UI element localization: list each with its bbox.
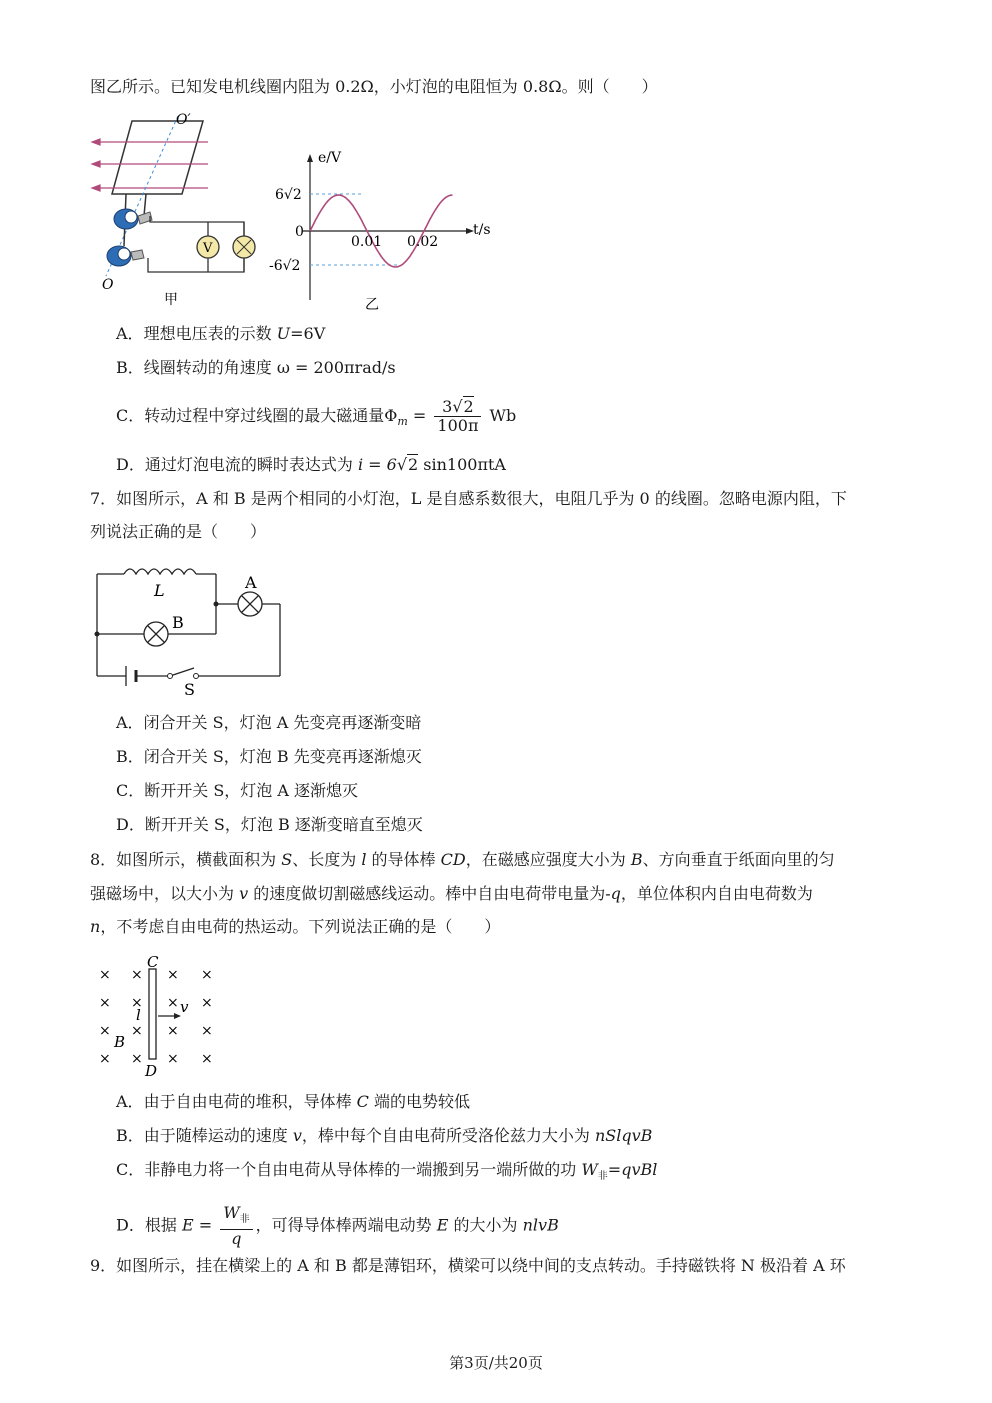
q6-option-d[interactable]: D．通过灯泡电流的瞬时表达式为 i = 6√2 sin100πtA	[116, 455, 506, 474]
figure-generator	[86, 106, 256, 311]
y-tick-negative: -6√2	[269, 258, 301, 274]
q6-option-b[interactable]: B．线圈转动的角速度 ω = 200πrad/s	[116, 358, 396, 377]
lamp-b-symbol	[144, 622, 168, 646]
q8-option-a[interactable]: A．由于自由电荷的堆积，导体棒 C 端的电势较低	[116, 1092, 470, 1111]
field-cross: ×	[167, 1051, 179, 1067]
q8-option-d[interactable]: D．根据 E = $\frac{W_非}{q}$ ，可得导体棒两端电动势 E 的大小为 nlvB	[116, 1203, 559, 1249]
emf-fraction: $\frac{W_非}{q}$	[220, 1204, 252, 1248]
switch-label: S	[184, 680, 195, 699]
field-cross: ×	[131, 967, 143, 983]
axis-label-bottom: O	[102, 277, 114, 293]
q7-stem-line1: 7．如图所示，A 和 B 是两个相同的小灯泡，L 是自感系数很大，电阻几乎为 0 的线圈。忽略电源内阻，下	[90, 489, 847, 508]
field-cross: ×	[99, 1023, 111, 1039]
rod-length-label: l	[136, 1006, 141, 1024]
field-cross: ×	[99, 995, 111, 1011]
x-tick-0-01: 0.01	[351, 234, 383, 250]
q8-stem-line3: n，不考虑自由电荷的热运动。下列说法正确的是（ ）	[90, 917, 501, 936]
field-cross: ×	[131, 1051, 143, 1067]
field-cross: ×	[167, 1023, 179, 1039]
flux-fraction: $\frac{3√2}{100\pi}$	[434, 398, 481, 435]
field-cross: ×	[131, 1023, 143, 1039]
intro-line: 图乙所示。已知发电机线圈内阻为 0.2Ω，小灯泡的电阻恒为 0.8Ω。则（ ）	[90, 77, 658, 96]
angular-velocity-formula: ω = 200πrad/s	[276, 358, 396, 377]
rod-end-c-label: C	[147, 953, 159, 971]
figure-caption-jia: 甲	[164, 292, 178, 308]
rod-end-d-label: D	[145, 1062, 158, 1080]
origin-label: 0	[295, 224, 304, 240]
lamp-b-label: B	[172, 613, 184, 632]
field-label: B	[114, 1033, 126, 1051]
q7-option-a[interactable]: A．闭合开关 S，灯泡 A 先变亮再逐渐变暗	[116, 713, 422, 732]
x-tick-0-02: 0.02	[407, 234, 439, 250]
q7-option-d[interactable]: D．断开开关 S，灯泡 B 逐渐变暗直至熄灭	[116, 815, 423, 834]
field-cross: ×	[167, 967, 179, 983]
lamp-a-symbol	[238, 592, 262, 616]
field-cross: ×	[201, 1051, 213, 1067]
figure-inductor-circuit	[88, 558, 288, 700]
slip-ring-bottom	[107, 246, 131, 266]
axis-label-top: O′	[176, 112, 191, 128]
field-cross: ×	[201, 967, 213, 983]
slip-ring-top	[114, 209, 138, 229]
inductor-coil	[124, 569, 196, 574]
lamp-a-label: A	[245, 573, 257, 592]
voltmeter-label: V	[203, 241, 213, 256]
q8-stem-line2: 强磁场中，以大小为 v 的速度做切割磁感线运动。棒中自由电荷带电量为-q，单位体积内自由电荷数为	[90, 884, 813, 903]
figure-caption-yi: 乙	[365, 297, 379, 312]
field-cross: ×	[99, 1051, 111, 1067]
q8-stem-line1: 8．如图所示，横截面积为 S、长度为 l 的导体棒 CD，在磁感应强度大小为 B、方向垂直于纸面向里的匀	[90, 850, 835, 869]
chart-emf-vs-time	[265, 150, 495, 312]
figure-moving-rod	[92, 952, 222, 1082]
field-cross: ×	[131, 995, 143, 1011]
q8-option-c[interactable]: C．非静电力将一个自由电荷从导体棒的一端搬到另一端所做的功 $W_非=qvBl$	[116, 1160, 658, 1183]
field-cross: ×	[201, 1023, 213, 1039]
field-cross: ×	[201, 995, 213, 1011]
q8-option-b[interactable]: B．由于随棒运动的速度 v，棒中每个自由电荷所受洛伦兹力大小为 nSlqvB	[116, 1126, 653, 1145]
field-cross: ×	[99, 967, 111, 983]
q7-option-b[interactable]: B．闭合开关 S，灯泡 B 先变亮再逐渐熄灭	[116, 747, 422, 766]
y-axis-title: e/V	[318, 150, 342, 166]
y-tick-positive: 6√2	[275, 187, 302, 203]
conductor-rod	[149, 969, 156, 1059]
q7-stem-line2: 列说法正确的是（ ）	[90, 522, 267, 541]
q9-stem-line1: 9．如图所示，挂在横梁上的 A 和 B 都是薄铝环，横梁可以绕中间的支点转动。手持磁铁将 N 极沿着 A 环	[90, 1256, 846, 1275]
q7-option-c[interactable]: C．断开开关 S，灯泡 A 逐渐熄灭	[116, 781, 359, 800]
x-axis-title: t/s	[473, 222, 491, 238]
velocity-label: v	[180, 998, 189, 1016]
field-cross: ×	[167, 995, 179, 1011]
q6-option-c[interactable]: C．转动过程中穿过线圈的最大磁通量$\Phi_m$ = $\frac{3√2}{100\pi}$ Wb	[116, 397, 517, 435]
switch-blade	[170, 668, 194, 676]
page-footer: 第3页/共20页	[449, 1354, 543, 1372]
inductor-label: L	[154, 581, 165, 600]
q6-option-a[interactable]: A．理想电压表的示数 U=6V	[116, 324, 326, 343]
